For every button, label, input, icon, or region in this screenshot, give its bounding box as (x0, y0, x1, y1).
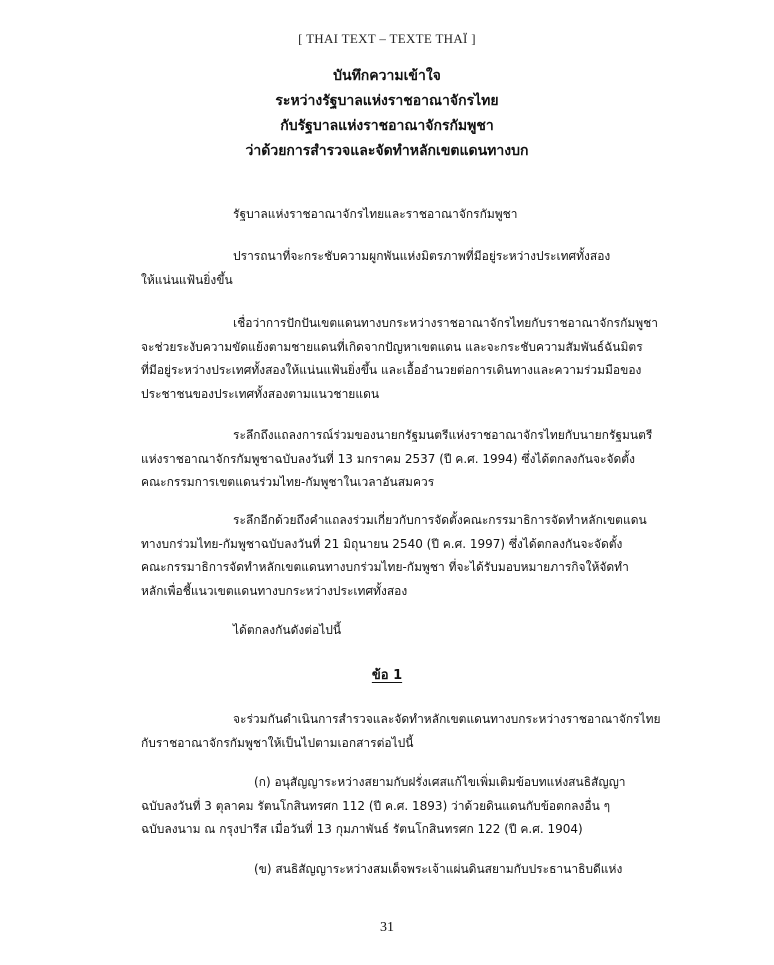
paragraph-line: ให้แน่นแฟ้นยิ่งขึ้น (141, 272, 233, 287)
preamble-paragraph-4 (141, 509, 647, 603)
article-heading (0, 664, 774, 685)
title-line: ระหว่างรัฐบาลแห่งราชอาณาจักรไทย (275, 93, 499, 109)
document-title (0, 64, 774, 164)
paragraph-line: ได้ตกลงกันดังต่อไปนี้ (233, 623, 342, 637)
paragraph-line: แห่งราชอาณาจักรกัมพูชาฉบับลงวันที่ 13 มกราคม 2537 (ปี ค.ศ. 1994) ซึ่งได้ตกลงกันจะจัดตั้ง (141, 451, 635, 466)
paragraph-line: ที่มีอยู่ระหว่างประเทศทั้งสองให้แน่นแฟ้นยิ่งขึ้น และเอื้ออำนวยต่อการเดินทางและความร่วมมือของ (141, 363, 642, 377)
paragraph-line: คณะกรรมาธิการจัดทำหลักเขตแดนทางบกร่วมไทย-กัมพูชา ที่จะได้รับมอบหมายภารกิจให้จัดทำ (141, 560, 629, 574)
paragraph-line: (ก) อนุสัญญาระหว่างสยามกับฝรั่งเศสแก้ไขเพิ่มเติมข้อบทแห่งสนธิสัญญา (254, 775, 626, 789)
preamble-paragraph-1 (141, 245, 641, 292)
paragraph-line: ระลึกอีกด้วยถึงคำแถลงร่วมเกี่ยวกับการจัดตั้งคณะกรรมาธิการจัดทำหลักเขตแดน (233, 513, 647, 527)
title-line: กับรัฐบาลแห่งราชอาณาจักรกัมพูชา (280, 118, 494, 134)
item-b-paragraph (141, 858, 641, 882)
agreement-clause (141, 619, 641, 643)
paragraph-line: กับราชอาณาจักรกัมพูชาให้เป็นไปตามเอกสารต่อไปนี้ (141, 735, 414, 750)
title-line: ว่าด้วยการสำรวจและจัดทำหลักเขตแดนทางบก (245, 143, 529, 159)
language-header: [ THAI TEXT – TEXTE THAÏ ] (298, 31, 476, 46)
article-1-body (141, 708, 661, 755)
paragraph-line: ปรารถนาที่จะกระชับความผูกพันแห่งมิตรภาพที่มีอยู่ระหว่างประเทศทั้งสอง (233, 249, 611, 263)
item-a-paragraph (141, 771, 641, 842)
paragraph-line: ทางบกร่วมไทย-กัมพูชาฉบับลงวันที่ 21 มิถุนายน 2540 (ปี ค.ศ. 1997) ซึ่งได้ตกลงกันจะจัดตั้ง (141, 536, 623, 551)
paragraph-line: ฉบับลงนาม ณ กรุงปารีส เมื่อวันที่ 13 กุมภาพันธ์ รัตนโกสินทรศก 122 (ปี ค.ศ. 1904) (141, 822, 583, 836)
preamble-paragraph-2 (141, 312, 659, 406)
paragraph-line: ระลึกถึงแถลงการณ์ร่วมของนายกรัฐมนตรีแห่งราชอาณาจักรไทยกับนายกรัฐมนตรี (233, 428, 653, 442)
paragraph-line: หลักเพื่อชี้แนวเขตแดนทางบกระหว่างประเทศทั้งสอง (141, 583, 408, 598)
paragraph-line: เชื่อว่าการปักปันเขตแดนทางบกระหว่างราชอาณาจักรไทยกับราชอาณาจักรกัมพูชา (233, 316, 659, 330)
paragraph-line: คณะกรรมการเขตแดนร่วมไทย-กัมพูชาในเวลาอันสมควร (141, 475, 435, 489)
paragraph-line: ฉบับลงวันที่ 3 ตุลาคม รัตนโกสินทรศก 112 (ปี ค.ศ. 1893) ว่าด้วยดินแดนกับข้อตกลงอื่น ๆ (141, 798, 611, 813)
preamble-paragraph-3 (141, 424, 653, 495)
paragraph-line: ประชาชนของประเทศทั้งสองตามแนวชายแดน (141, 386, 380, 401)
page-number: 31 (380, 920, 394, 935)
parties-paragraph (141, 203, 641, 227)
paragraph-line: (ข) สนธิสัญญาระหว่างสมเด็จพระเจ้าแผ่นดินสยามกับประธานาธิบดีแห่ง (254, 862, 623, 876)
paragraph-line: จะช่วยระงับความขัดแย้งตามชายแดนที่เกิดจากปัญหาเขตแดน และจะกระชับความสัมพันธ์ฉันมิตร (141, 339, 643, 354)
paragraph-line: จะร่วมกันดำเนินการสำรวจและจัดทำหลักเขตแดนทางบกระหว่างราชอาณาจักรไทย (233, 712, 661, 726)
article-title: ข้อ 1 (371, 668, 403, 683)
title-line: บันทึกความเข้าใจ (333, 68, 441, 84)
paragraph-line: รัฐบาลแห่งราชอาณาจักรไทยและราชอาณาจักรกัมพูชา (233, 207, 518, 221)
